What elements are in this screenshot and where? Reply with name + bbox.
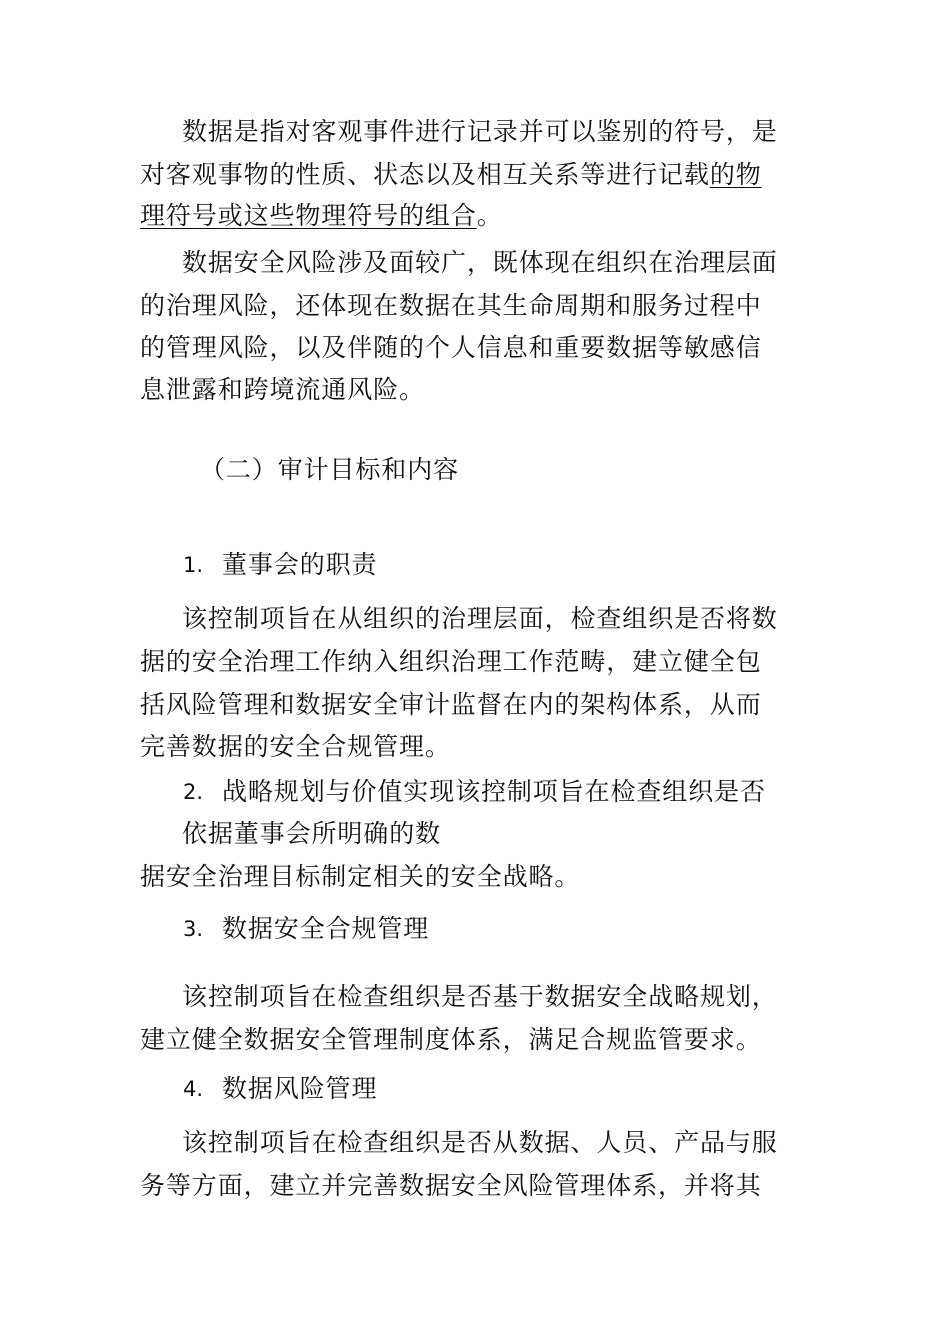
item-4-body-line-2: 务等方面，建立并完善数据安全风险管理体系，并将其	[140, 1171, 762, 1200]
paragraph-1-line-2	[140, 160, 762, 190]
item-1-number: 1.	[183, 553, 204, 577]
item-4-body-line-1: 该控制项旨在检查组织是否从数据、人员、产品与服	[182, 1128, 778, 1157]
paragraph-2-line-4: 息泄露和跨境流通风险。	[140, 375, 425, 404]
item-3-body-line-2: 建立健全数据安全管理制度体系，满足合规监管要求。	[140, 1025, 762, 1054]
item-2-body-line-1: 据安全治理目标制定相关的安全战略。	[140, 862, 581, 891]
paragraph-1-line-1: 数据是指对客观事件进行记录并可以鉴别的符号，是	[182, 117, 778, 146]
paragraph-2-line-3: 的管理风险，以及伴随的个人信息和重要数据等敏感信	[140, 333, 762, 362]
item-1-body-line-2: 据的安全治理工作纳入组织治理工作范畴，建立健全包	[140, 647, 762, 676]
item-3-body-line-1: 该控制项旨在检查组织是否基于数据安全战略规划，	[182, 982, 778, 1011]
item-1-title: 董事会的职责	[222, 550, 378, 579]
item-4-number: 4.	[183, 1077, 204, 1101]
paragraph-1-line-2-text: 对客观事物的性质、状态以及相互关系等进行记载	[140, 160, 710, 189]
paragraph-1-line-3	[140, 201, 503, 231]
item-2-number: 2.	[183, 780, 204, 804]
underlined-text: 理符号或这些物理符号的组合	[140, 201, 477, 230]
item-1-body-line-1: 该控制项旨在从组织的治理层面，检查组织是否将数	[182, 604, 778, 633]
item-2-title-line-2: 依据董事会所明确的数	[182, 819, 442, 848]
paragraph-2-line-1: 数据安全风险涉及面较广，既体现在组织在治理层面	[182, 248, 778, 277]
item-3-number: 3.	[183, 917, 204, 941]
item-2-title-line-1: 战略规划与价值实现该控制项旨在检查组织是否	[222, 777, 766, 806]
item-1-body-line-4: 完善数据的安全合规管理。	[140, 732, 451, 761]
paragraph-2-line-2: 的治理风险，还体现在数据在其生命周期和服务过程中	[140, 291, 762, 320]
underlined-text: 的物	[709, 160, 762, 189]
item-4-title: 数据风险管理	[222, 1074, 378, 1103]
item-3-title: 数据安全合规管理	[222, 914, 430, 943]
paragraph-1-line-3-text: 。	[476, 201, 503, 230]
section-heading: （二）审计目标和内容	[200, 455, 460, 484]
item-1-body-line-3: 括风险管理和数据安全审计监督在内的架构体系，从而	[140, 690, 762, 719]
